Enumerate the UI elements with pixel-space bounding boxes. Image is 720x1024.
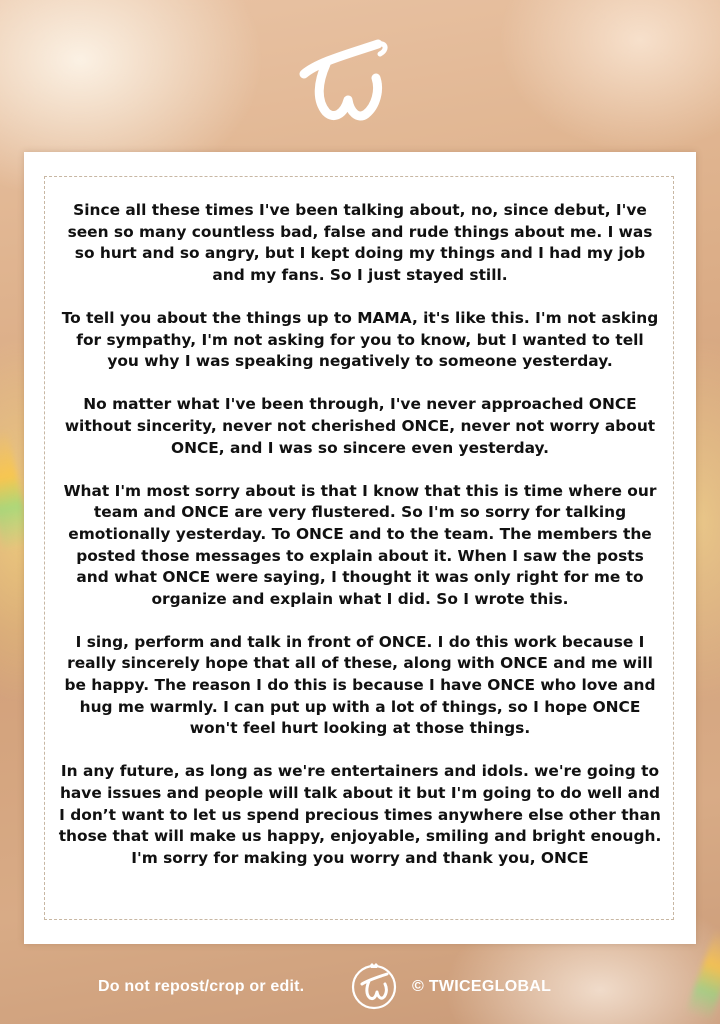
- message-card: [24, 152, 696, 944]
- letter-paragraph: I sing, perform and talk in front of ONCE. I do this work because I really sincerely hope that all of these, along with ONCE and me will be happy. The reason I do this is because I have ONCE who love and hug me warmly. I can put up with a lot of things, so I hope ONCE won't feel hurt looking at those things.: [64, 632, 656, 738]
- repost-notice: Do not repost/crop or edit.: [98, 978, 305, 995]
- letter-paragraph: Since all these times I've been talking about, no, since debut, I've seen so many countless bad, false and rude things about me. I was so hurt and so angry, but I kept doing my things and I had my job and my fans. So I just stayed still.: [67, 201, 653, 284]
- letter-paragraph: What I'm most sorry about is that I know that this is time where our team and ONCE are very flustered. So I'm so sorry for talking emotionally yesterday. To ONCE and to the team. The members the posted those messages to explain about it. When I saw the posts and what ONCE were saying, I thought it was only right for me to organize and explain what I did. So I wrote this.: [63, 481, 657, 608]
- twice-logo-icon: [296, 34, 396, 126]
- footer: [0, 962, 720, 1014]
- twice-emblem-icon: [350, 962, 398, 1010]
- copyright-credit: © TWICEGLOBAL: [412, 978, 552, 995]
- letter-paragraph: In any future, as long as we're entertainers and idols. we're going to have issues and people will talk about it but I'm going to do well and I don’t want to let us spend precious times anywhere else other than those that will make us happy, enjoyable, smiling and bright enough. I'm sorry for making you worry and thank you, ONCE: [58, 762, 662, 867]
- letter-paragraph: To tell you about the things up to MAMA, it's like this. I'm not asking for sympathy, I'm not asking for you to know, but I wanted to tell you why I was speaking negatively to someone yesterday.: [61, 308, 659, 371]
- letter-body: [58, 200, 662, 869]
- letter-paragraph: No matter what I've been through, I've never approached ONCE without sincerity, never not cherished ONCE, never not worry about ONCE, and I was so sincere even yesterday.: [64, 395, 656, 457]
